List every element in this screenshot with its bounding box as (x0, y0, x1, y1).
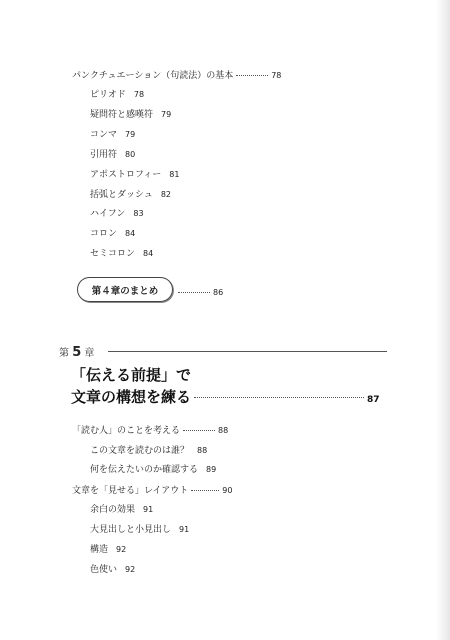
page-edge-shadow (436, 0, 450, 640)
dot-leader (191, 490, 219, 491)
toc-page-number: 89 (206, 465, 217, 474)
chapter-number (59, 344, 94, 360)
chapter-summary-badge: 第４章のまとめ (77, 277, 173, 302)
toc-page-number: 79 (125, 130, 136, 139)
toc-page-number: 79 (161, 110, 172, 119)
toc-item-label: ハイフン (90, 209, 126, 219)
toc-page-number: 84 (125, 229, 136, 238)
dot-leader (183, 430, 215, 431)
toc-item-label: この文章を読むのは誰？ (90, 446, 190, 456)
toc-page-number: 80 (125, 150, 136, 159)
toc-item-label: 構造 (90, 545, 109, 555)
toc-item (90, 165, 179, 182)
dot-leader (178, 292, 210, 293)
toc-item-label: コロン (90, 229, 118, 239)
toc-page-number: 92 (116, 545, 127, 554)
toc-page-number: 88 (197, 446, 208, 455)
toc-section-heading (72, 421, 228, 438)
chapter-page-number: 87 (367, 395, 380, 405)
toc-page-number: 84 (143, 249, 154, 258)
toc-page-number: 90 (222, 486, 233, 495)
toc-item-label: ピリオド (90, 90, 126, 100)
toc-item (90, 520, 189, 537)
dot-leader (236, 75, 268, 76)
toc-section-title: パンクチュエーション（句読法）の基本 (72, 71, 234, 81)
toc-item (90, 105, 171, 122)
dot-leader (194, 397, 364, 398)
toc-item (90, 85, 144, 102)
toc-item-label: アポストロフィー (90, 170, 162, 180)
toc-item (90, 244, 153, 261)
toc-item (90, 441, 207, 458)
toc-item-label: 大見出しと小見出し (90, 525, 172, 535)
toc-item (90, 540, 126, 557)
toc-section-title: 文章を「見せる」レイアウト (72, 486, 189, 496)
chapter-title-line1: 「伝える前提」で (71, 366, 192, 384)
toc-page-number: 78 (271, 71, 282, 80)
toc-item (90, 224, 135, 241)
toc-item (90, 204, 144, 221)
toc-item-label: 引用符 (90, 150, 118, 160)
toc-section-heading (72, 66, 281, 83)
toc-item-label: 何を伝えたいのか確認する (90, 465, 199, 475)
toc-item-label: コンマ (90, 130, 118, 140)
toc-item (90, 185, 171, 202)
toc-item (90, 145, 135, 162)
chapter-summary-page-row (178, 283, 223, 300)
chapter-prefix: 第 (59, 348, 69, 359)
toc-item (90, 460, 216, 477)
toc-page-number: 91 (179, 525, 190, 534)
toc-page-number: 88 (218, 426, 229, 435)
toc-page-number: 86 (213, 288, 224, 297)
toc-page-number: 81 (169, 170, 180, 179)
toc-page-number: 92 (125, 565, 136, 574)
toc-item-label: 括弧とダッシュ (90, 190, 153, 200)
toc-item-label: 色使い (90, 565, 118, 575)
toc-page-number: 83 (133, 209, 144, 218)
toc-item (90, 560, 135, 577)
chapter-num: 5 (72, 345, 82, 360)
chapter-title-line2-row (71, 386, 380, 407)
toc-item-label: 疑問符と感嘆符 (90, 110, 154, 120)
chapter-title-line2: 文章の構想を練る (71, 388, 192, 406)
toc-item-label: 余白の効果 (90, 505, 136, 515)
toc-item (90, 500, 153, 517)
toc-section-heading (72, 481, 232, 498)
chapter-divider (108, 351, 387, 352)
toc-page-number: 82 (160, 190, 172, 199)
toc-page-number: 78 (133, 90, 145, 99)
toc-page-number: 91 (143, 505, 154, 514)
chapter-suffix: 章 (84, 348, 95, 359)
toc-item-label: セミコロン (90, 249, 136, 259)
toc-section-title: 「読む人」のことを考える (72, 426, 181, 436)
toc-item (90, 125, 135, 142)
